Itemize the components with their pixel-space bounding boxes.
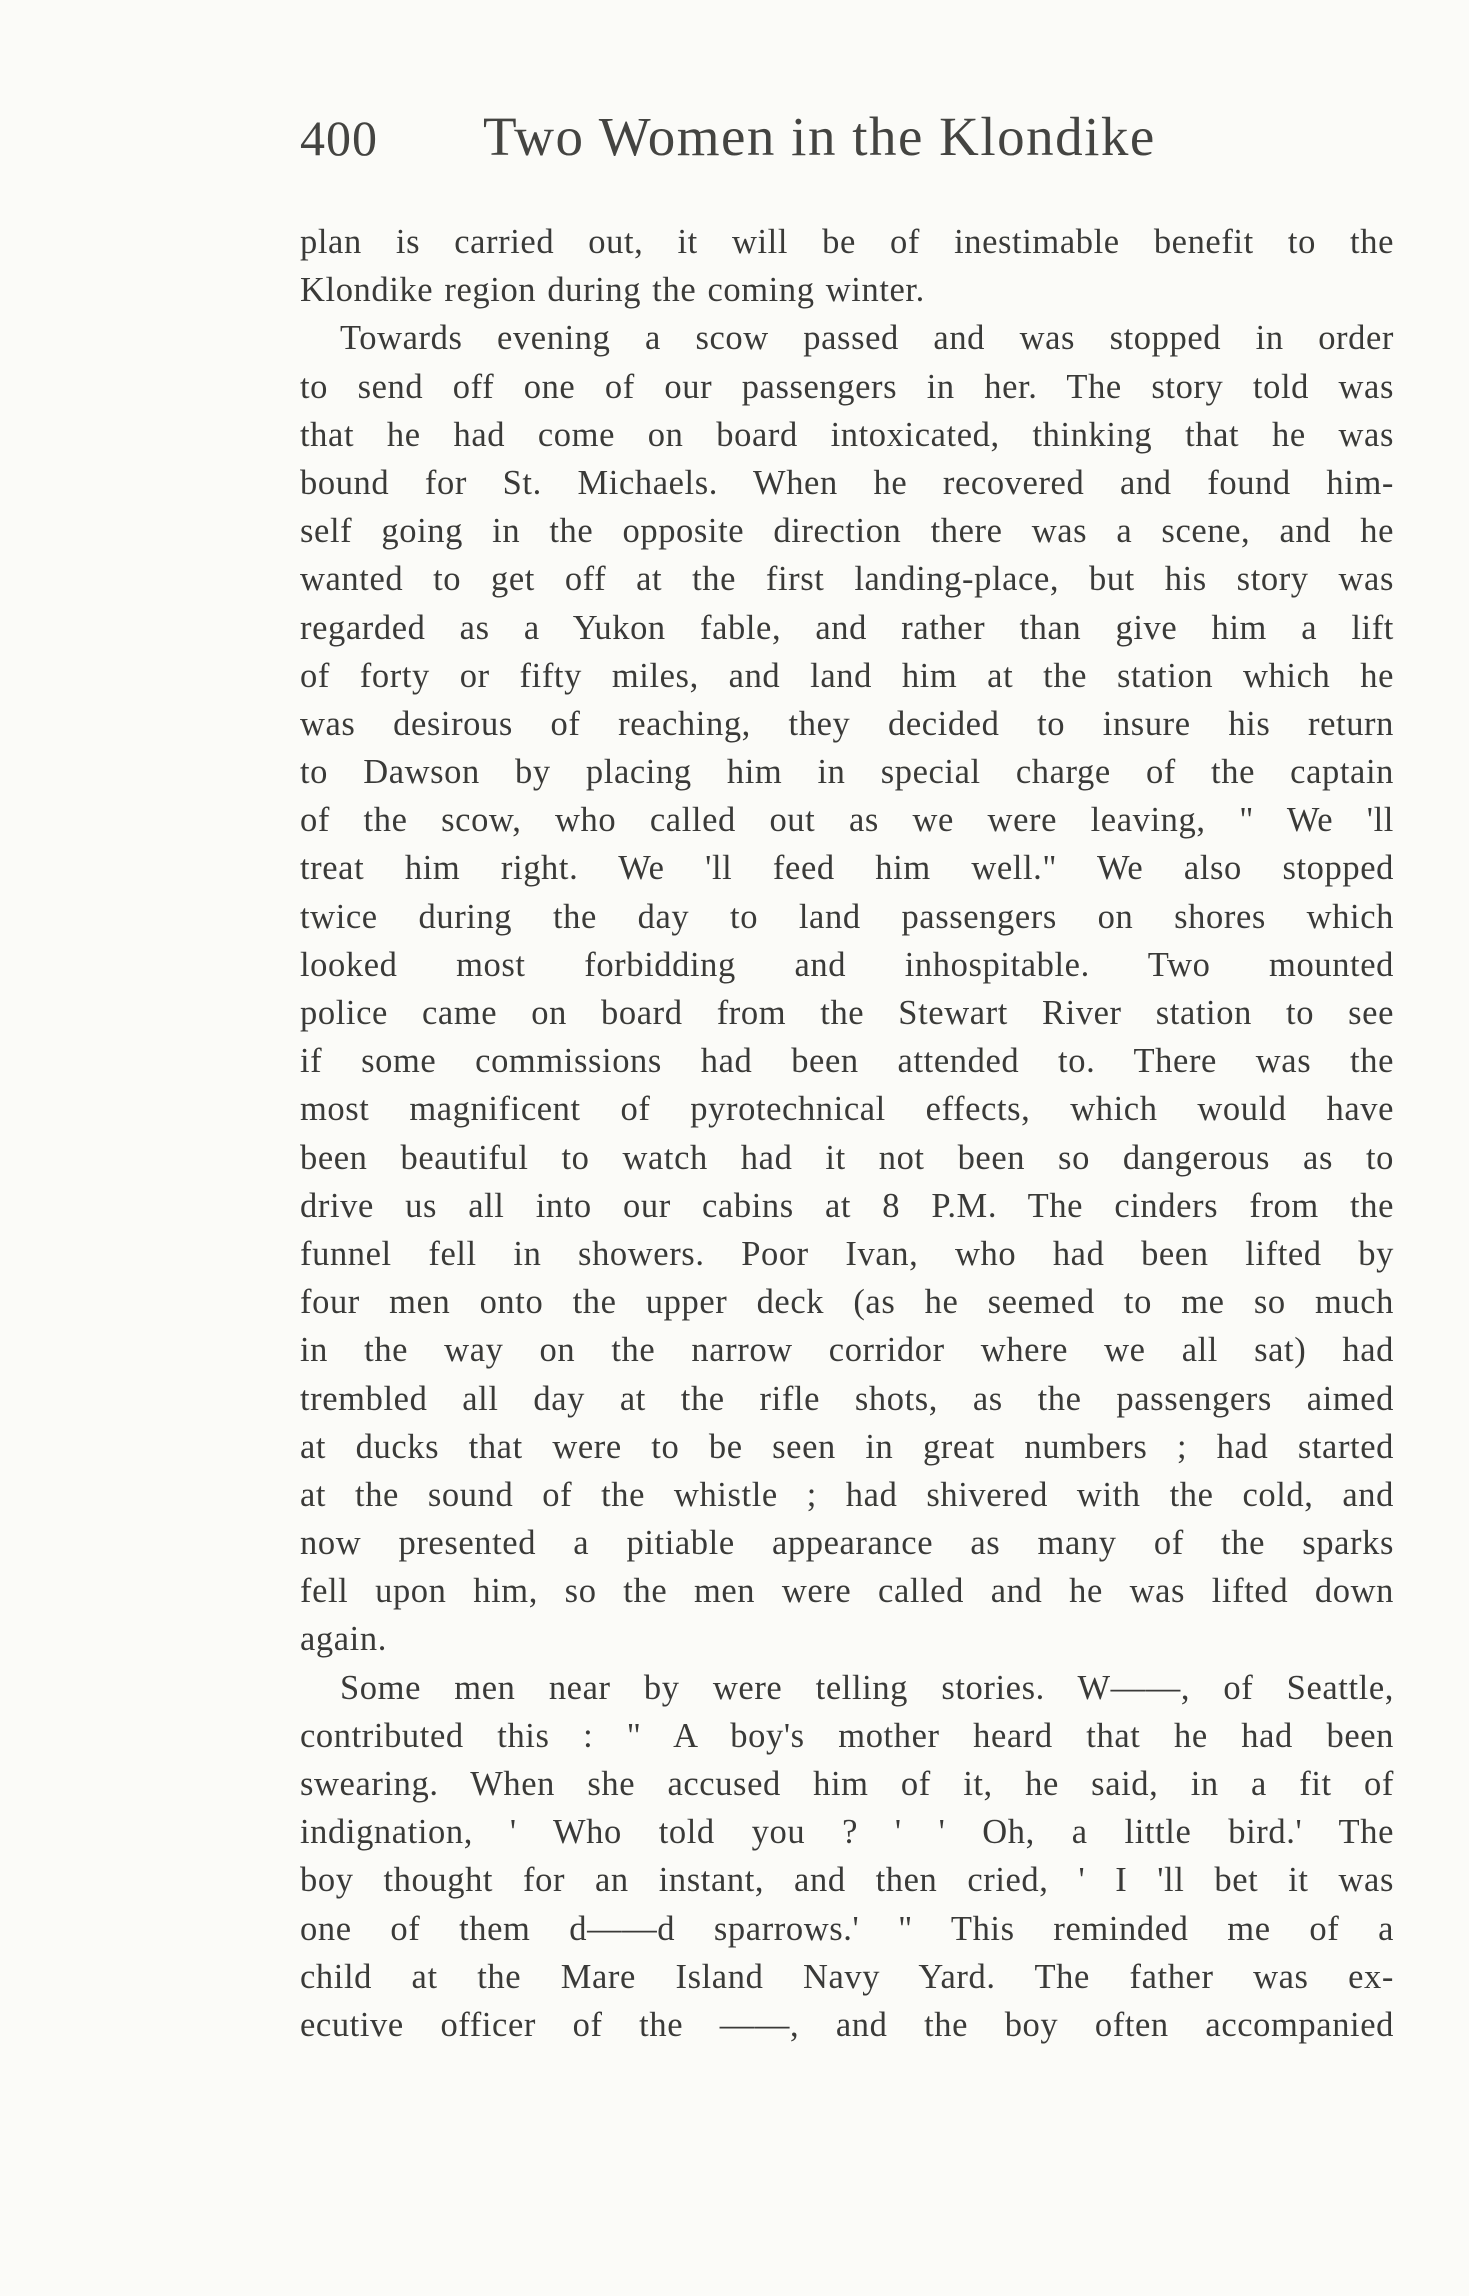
text-line: twice during the day to land passengers on shores which xyxy=(300,897,1394,936)
text-line: indignation, ' Who told you ? ' ' Oh, a little bird.' The xyxy=(300,1813,1394,1852)
text-line: Klondike region during the coming winter. xyxy=(300,271,925,310)
text-line: contributed this : " A boy's mother heard that he had been xyxy=(300,1716,1394,1755)
text-line: at ducks that were to be seen in great numbers ; had started xyxy=(300,1427,1394,1466)
running-title: Two Women in the Klondike xyxy=(483,106,1156,167)
text-line: four men onto the upper deck (as he seemed to me so much xyxy=(300,1283,1394,1322)
text-line: now presented a pitiable appearance as many of the sparks xyxy=(300,1524,1394,1563)
text-line: child at the Mare Island Navy Yard. The father was ex- xyxy=(300,1957,1394,1996)
text-line: plan is carried out, it will be of inestimable benefit to the xyxy=(300,223,1394,261)
text-line: if some commissions had been attended to. There was the xyxy=(300,1042,1394,1081)
paragraph-start-line: Some men near by were telling stories. W——, of Seattle, xyxy=(340,1668,1394,1707)
text-line: police came on board from the Stewart River station to see xyxy=(300,994,1394,1032)
text-line: bound for St. Michaels. When he recovered and found him- xyxy=(300,463,1394,502)
running-header xyxy=(300,105,1300,185)
text-line: funnel fell in showers. Poor Ivan, who had been lifted by xyxy=(300,1234,1394,1273)
text-line: been beautiful to watch had it not been so dangerous as to xyxy=(300,1138,1394,1177)
text-line: again. xyxy=(300,1620,387,1659)
text-line: most magnificent of pyrotechnical effects, which would have xyxy=(300,1090,1394,1129)
text-line: fell upon him, so the men were called and he was lifted down xyxy=(300,1572,1394,1611)
text-line: self going in the opposite direction there was a scene, and he xyxy=(300,512,1394,551)
body-text xyxy=(300,218,1400,2049)
text-line: that he had come on board intoxicated, thinking that he was xyxy=(300,415,1394,454)
text-line: in the way on the narrow corridor where we all sat) had xyxy=(300,1331,1394,1370)
text-line: drive us all into our cabins at 8 P.M. The cinders from the xyxy=(300,1186,1394,1225)
text-line: was desirous of reaching, they decided to insure his return xyxy=(300,704,1394,743)
text-line: to send off one of our passengers in her. The story told was xyxy=(300,367,1394,406)
text-line: swearing. When she accused him of it, he said, in a fit of xyxy=(300,1765,1394,1803)
text-line: to Dawson by placing him in special charge of the captain xyxy=(300,753,1394,792)
text-line: boy thought for an instant, and then cried, ' I 'll bet it was xyxy=(300,1861,1394,1900)
text-line: of forty or fifty miles, and land him at the station which he xyxy=(300,656,1394,695)
text-line: trembled all day at the rifle shots, as the passengers aimed xyxy=(300,1379,1394,1418)
text-line: treat him right. We 'll feed him well." We also stopped xyxy=(300,849,1394,888)
paragraph-start-line: Towards evening a scow passed and was stopped in order xyxy=(340,319,1394,358)
text-line: of the scow, who called out as we were leaving, " We 'll xyxy=(300,801,1394,840)
text-line: regarded as a Yukon fable, and rather than give him a lift xyxy=(300,608,1394,647)
text-line: at the sound of the whistle ; had shivered with the cold, and xyxy=(300,1475,1394,1514)
text-line: looked most forbidding and inhospitable. Two mounted xyxy=(300,945,1394,984)
text-line: wanted to get off at the first landing-place, but his story was xyxy=(300,560,1394,599)
text-line: ecutive officer of the ——, and the boy often accompanied xyxy=(300,2005,1394,2044)
page-number: 400 xyxy=(300,110,378,166)
text-line: one of them d——d sparrows.' " This reminded me of a xyxy=(300,1909,1394,1948)
